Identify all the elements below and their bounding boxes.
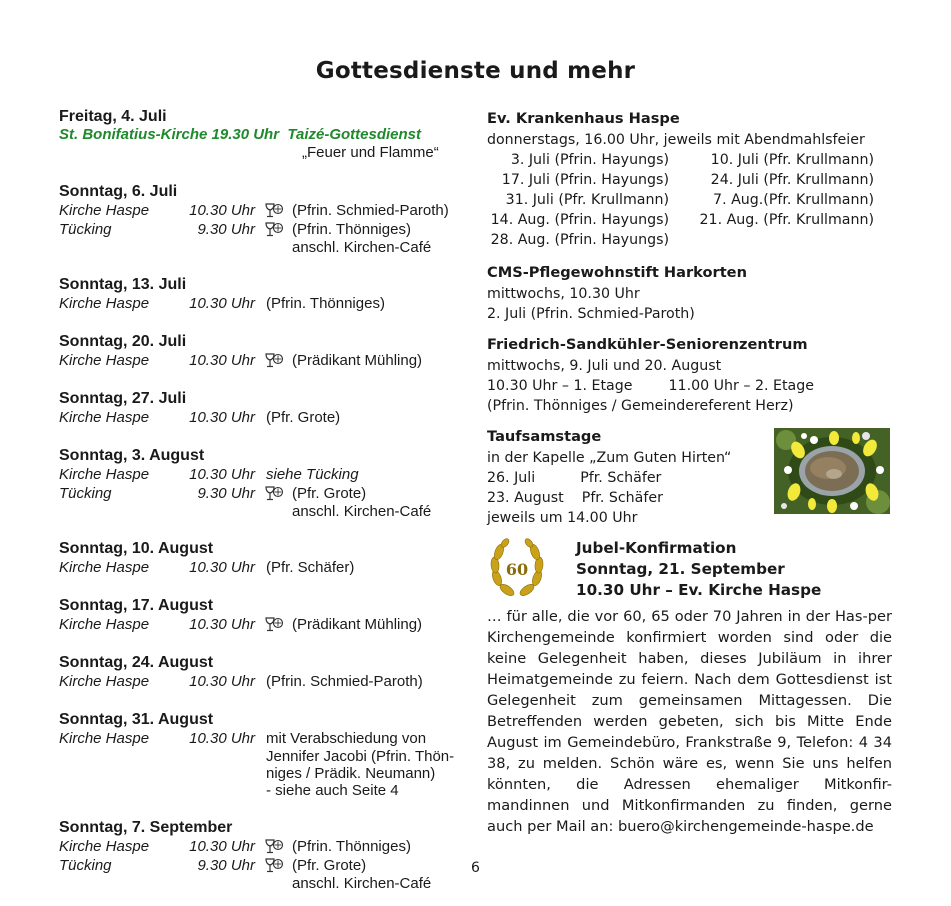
service-info: (Prädikant Mühling): [292, 352, 423, 369]
service-info: (Prädikant Mühling): [292, 616, 423, 633]
service-date-heading: Sonntag, 27. Juli: [59, 390, 187, 407]
cms-heading: CMS-Pflegewohnstift Harkorten: [487, 264, 747, 281]
krankenhaus-date: 31. Juli (Pfr. Krullmann): [505, 192, 669, 208]
service-info: mit Verabschiedung von: [266, 730, 427, 747]
cms-line: mittwochs, 10.30 Uhr: [487, 286, 640, 302]
taize-service-subtitle: „Feuer und Flamme“: [302, 144, 439, 161]
service-date-heading: Sonntag, 17. August: [59, 597, 214, 614]
taize-service-line: St. Bonifatius-Kirche 19.30 Uhr Taizé-Gottesdienst: [59, 126, 422, 143]
service-row: [59, 837, 459, 856]
service-day: [59, 654, 459, 691]
service-time: 10.30 Uhr: [189, 352, 255, 369]
service-info: (Pfrin. Thönniges): [292, 221, 411, 238]
service-date-heading: Sonntag, 31. August: [59, 711, 214, 728]
service-info-continued: Jennifer Jacobi (Pfrin. Thön-: [266, 748, 455, 765]
service-place: Kirche Haspe: [59, 466, 150, 483]
service-info-continued: niges / Prädik. Neumann): [266, 765, 436, 782]
cms-line: 2. Juli (Pfrin. Schmied-Paroth): [487, 306, 695, 322]
communion-icon-wrap: [264, 222, 284, 238]
service-date-heading: Freitag, 4. Juli: [59, 108, 167, 125]
service-place: Kirche Haspe: [59, 673, 150, 690]
service-info: (Pfrin. Thönniges): [292, 838, 411, 855]
service-date-heading: Sonntag, 6. Juli: [59, 183, 178, 200]
service-info-continued: anschl. Kirchen-Café: [292, 875, 432, 892]
laurel-60-badge: [487, 538, 547, 602]
krankenhaus-date: 28. Aug. (Pfrin. Hayungs): [490, 232, 669, 248]
service-time: 10.30 Uhr: [189, 559, 255, 576]
service-time: 10.30 Uhr: [189, 730, 255, 747]
service-info-continued: anschl. Kirchen-Café: [292, 239, 432, 256]
krankenhaus-date: 17. Juli (Pfrin. Hayungs): [501, 172, 669, 188]
jubel-title: Jubel-Konfirmation: [576, 539, 737, 557]
krankenhaus-date: [697, 230, 874, 250]
sandkuehler-heading: Friedrich-Sandkühler-Seniorenzentrum: [487, 336, 808, 353]
service-date-heading: Sonntag, 7. September: [59, 819, 233, 836]
service-info: (Pfr. Grote): [292, 857, 367, 874]
service-time: 10.30 Uhr: [189, 838, 255, 855]
service-day: [59, 276, 459, 313]
krankenhaus-date: 21. Aug. (Pfr. Krullmann): [699, 212, 874, 228]
service-time: 10.30 Uhr: [189, 673, 255, 690]
communion-icon: [264, 203, 284, 219]
jubel-date: Sonntag, 21. September: [576, 560, 785, 578]
communion-icon-wrap: [264, 839, 284, 855]
service-day: [59, 108, 459, 161]
service-time: 9.30 Uhr: [197, 485, 255, 502]
taufe-line: 26. Juli Pfr. Schäfer: [487, 470, 662, 486]
service-row: [59, 729, 459, 748]
service-info: (Pfr. Schäfer): [266, 559, 355, 576]
service-row: [59, 201, 459, 220]
jubel-text: … für alle, die vor 60, 65 oder 70 Jahren in der Has-per Kirchengemeinde konfirmiert worden sind oder die keine Gelegenheit haben, dieses Jubiläum in ihrer Heimatgemeinde zu feiern. Nach dem Gottesdienst ist Gelegenheit zum gemeinsamen Mittagessen. Die Betreffenden werden gebeten, sich bis Mitte Ende August im Gemeindebüro, Frankstraße 9, Telefon: 4 34 38, zu melden. Schön wäre es, wenn Sie uns helfen könnten, die Adressen ehemaliger Mitkonfir-mandinnen und Mitkonfirmanden zu finden, gerne auch per Mail an: buero@kirchengemeinde-haspe.de: [487, 608, 892, 835]
service-day: [59, 819, 459, 892]
service-place: Kirche Haspe: [59, 838, 150, 855]
service-row: [59, 408, 459, 427]
service-row: [59, 615, 459, 634]
communion-icon: [264, 617, 284, 633]
service-day: [59, 183, 459, 256]
service-row: [59, 351, 459, 370]
service-place: Kirche Haspe: [59, 559, 150, 576]
service-time: 10.30 Uhr: [189, 295, 255, 312]
communion-icon-wrap: [264, 203, 284, 219]
communion-icon-wrap: [264, 617, 284, 633]
jubel-section: [487, 538, 892, 837]
service-info: (Pfr. Grote): [266, 409, 341, 426]
service-day: [59, 597, 459, 634]
page-number: 6: [471, 860, 480, 876]
taufe-line: jeweils um 14.00 Uhr: [487, 510, 638, 526]
service-row: [59, 294, 459, 313]
service-day: [59, 390, 459, 427]
taufe-heading: Taufsamstage: [487, 428, 602, 445]
service-place: Tücking: [59, 221, 112, 238]
service-info: (Pfrin. Schmied-Paroth): [266, 673, 423, 690]
jubel-time-place: 10.30 Uhr – Ev. Kirche Haspe: [576, 581, 822, 599]
sandkuehler-line: 10.30 Uhr – 1. Etage 11.00 Uhr – 2. Etage: [487, 378, 814, 394]
service-info-continued: anschl. Kirchen-Café: [292, 503, 432, 520]
service-place: Tücking: [59, 485, 112, 502]
service-info: (Pfr. Grote): [292, 485, 367, 502]
service-time: 10.30 Uhr: [189, 409, 255, 426]
service-place: Kirche Haspe: [59, 409, 150, 426]
baptism-bowl-photo: [774, 428, 890, 514]
service-day: [59, 333, 459, 370]
krankenhaus-section: [487, 108, 892, 250]
service-day: [59, 540, 459, 577]
communion-icon: [264, 839, 284, 855]
taufe-section: [487, 426, 892, 528]
service-row: [59, 672, 459, 691]
right-column: [487, 108, 892, 837]
sandkuehler-line: (Pfrin. Thönniges / Gemeindereferent Herz): [487, 398, 794, 414]
krankenhaus-intro: donnerstags, 16.00 Uhr, jeweils mit Abendmahlsfeier: [487, 132, 865, 148]
services-list: [59, 108, 459, 892]
service-date-heading: Sonntag, 13. Juli: [59, 276, 187, 293]
communion-icon: [264, 222, 284, 238]
service-date-heading: Sonntag, 10. August: [59, 540, 214, 557]
service-date-heading: Sonntag, 24. August: [59, 654, 214, 671]
krankenhaus-date: 10. Juli (Pfr. Krullmann): [710, 152, 874, 168]
krankenhaus-date: 7. Aug.(Pfr. Krullmann): [713, 192, 874, 208]
service-place: Kirche Haspe: [59, 352, 150, 369]
service-date-heading: Sonntag, 20. Juli: [59, 333, 187, 350]
service-row: [59, 558, 459, 577]
service-time: 9.30 Uhr: [197, 857, 255, 874]
taufe-line: in der Kapelle „Zum Guten Hirten“: [487, 450, 732, 466]
service-place: Tücking: [59, 857, 112, 874]
service-time: 10.30 Uhr: [189, 202, 255, 219]
service-time: 9.30 Uhr: [197, 221, 255, 238]
service-row: [59, 220, 459, 239]
krankenhaus-dates: [487, 150, 892, 250]
cms-section: [487, 262, 892, 324]
page-title: Gottesdienste und mehr: [315, 58, 636, 84]
krankenhaus-date: 14. Aug. (Pfrin. Hayungs): [490, 212, 669, 228]
communion-icon: [264, 486, 284, 502]
krankenhaus-date: 3. Juli (Pfrin. Hayungs): [510, 152, 669, 168]
sandkuehler-section: [487, 334, 892, 416]
service-place: Kirche Haspe: [59, 730, 150, 747]
service-row: [59, 484, 459, 503]
communion-icon-wrap: [264, 353, 284, 369]
krankenhaus-heading: Ev. Krankenhaus Haspe: [487, 110, 680, 127]
communion-icon: [264, 353, 284, 369]
sandkuehler-line: mittwochs, 9. Juli und 20. August: [487, 358, 722, 374]
service-place: Kirche Haspe: [59, 202, 150, 219]
badge-number: 60: [505, 560, 529, 579]
service-info-continued: - siehe auch Seite 4: [266, 782, 399, 799]
service-info: (Pfrin. Thönniges): [266, 295, 385, 312]
service-day: [59, 447, 459, 520]
service-info: siehe Tücking: [266, 466, 359, 483]
service-day: [59, 711, 459, 799]
service-place: Kirche Haspe: [59, 295, 150, 312]
service-time: 10.30 Uhr: [189, 466, 255, 483]
taufe-line: 23. August Pfr. Schäfer: [487, 490, 663, 506]
krankenhaus-date: 24. Juli (Pfr. Krullmann): [710, 172, 874, 188]
service-date-heading: Sonntag, 3. August: [59, 447, 205, 464]
service-row: [59, 465, 459, 484]
service-info: (Pfrin. Schmied-Paroth): [292, 202, 449, 219]
service-time: 10.30 Uhr: [189, 616, 255, 633]
service-place: Kirche Haspe: [59, 616, 150, 633]
communion-icon-wrap: [264, 486, 284, 502]
